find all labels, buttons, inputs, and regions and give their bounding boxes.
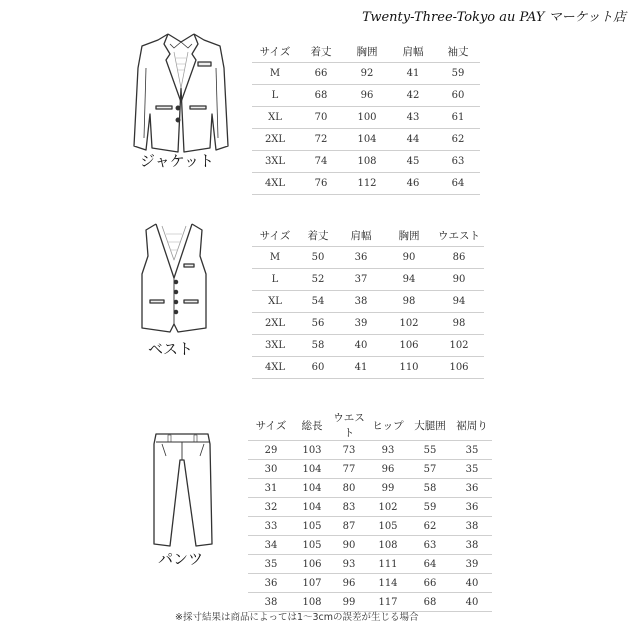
table-row [248,555,492,574]
measurement-cell: 111 [368,555,408,574]
size-cell: 30 [248,460,294,479]
measurement-cell: 98 [434,313,484,335]
pants-size-table [248,410,492,612]
measurement-cell: 73 [330,441,368,460]
measurement-cell: 105 [368,517,408,536]
measurement-cell: 68 [298,85,344,107]
measurement-cell: 40 [338,335,384,357]
measurement-cell: 38 [452,536,492,555]
measurement-cell: 35 [452,460,492,479]
size-cell: 4XL [252,357,298,379]
measurement-cell: 94 [384,269,434,291]
measurement-cell: 35 [452,441,492,460]
size-cell: L [252,85,298,107]
measurement-cell: 58 [298,335,338,357]
measurement-cell: 52 [298,269,338,291]
measurement-cell: 90 [434,269,484,291]
table-row [252,313,484,335]
table-row [248,536,492,555]
column-header: サイズ [252,40,298,63]
measurement-cell: 62 [436,129,480,151]
measurement-cell: 39 [452,555,492,574]
table-row [252,335,484,357]
column-header: 総長 [294,410,330,441]
column-header: ヒップ [368,410,408,441]
measurement-cell: 76 [298,173,344,195]
measurement-cell: 92 [344,63,390,85]
jacket-label: ジャケット [140,152,214,170]
measurement-cell: 86 [434,247,484,269]
column-header: 着丈 [298,224,338,247]
measurement-cell: 93 [330,555,368,574]
column-header: サイズ [248,410,294,441]
vest-size-table [252,224,484,379]
vest-icon [134,220,214,336]
measurement-cell: 108 [368,536,408,555]
measurement-cell: 63 [436,151,480,173]
measurement-cell: 59 [408,498,452,517]
measurement-cell: 59 [436,63,480,85]
measurement-cell: 56 [298,313,338,335]
measurement-cell: 41 [338,357,384,379]
table-row [252,357,484,379]
column-header: サイズ [252,224,298,247]
measurement-cell: 96 [330,574,368,593]
table-row [248,479,492,498]
table-row [252,173,480,195]
measurement-note: ※採寸結果は商品によっては1～3cmの誤差が生じる場合 [175,612,419,623]
measurement-cell: 106 [384,335,434,357]
measurement-cell: 58 [408,479,452,498]
measurement-cell: 117 [368,593,408,612]
size-cell: 2XL [252,129,298,151]
measurement-cell: 105 [294,517,330,536]
measurement-cell: 102 [368,498,408,517]
size-cell: 34 [248,536,294,555]
column-header: 胸囲 [344,40,390,63]
table-header-row [252,224,484,247]
table-row [252,269,484,291]
measurement-cell: 36 [338,247,384,269]
measurement-cell: 66 [408,574,452,593]
measurement-cell: 93 [368,441,408,460]
column-header: 袖丈 [436,40,480,63]
measurement-cell: 104 [294,479,330,498]
measurement-cell: 38 [452,517,492,536]
table-row [252,85,480,107]
pants-icon [148,430,218,548]
size-cell: 29 [248,441,294,460]
jacket-icon [128,28,234,154]
size-cell: XL [252,107,298,129]
jacket-size-table [252,40,480,195]
size-cell: 35 [248,555,294,574]
measurement-cell: 44 [390,129,436,151]
measurement-cell: 38 [338,291,384,313]
table-row [248,498,492,517]
column-header: 肩幅 [390,40,436,63]
size-cell: 32 [248,498,294,517]
measurement-cell: 40 [452,574,492,593]
measurement-cell: 108 [344,151,390,173]
size-cell: 3XL [252,151,298,173]
measurement-cell: 40 [452,593,492,612]
measurement-cell: 37 [338,269,384,291]
size-cell: M [252,247,298,269]
column-header: 大腿囲 [408,410,452,441]
measurement-cell: 103 [294,441,330,460]
shop-title: Twenty-Three-Tokyo au PAY マーケット店 [362,10,626,25]
measurement-cell: 98 [384,291,434,313]
table-row [248,574,492,593]
measurement-cell: 96 [368,460,408,479]
table-header-row [252,40,480,63]
measurement-cell: 94 [434,291,484,313]
measurement-cell: 45 [390,151,436,173]
measurement-cell: 74 [298,151,344,173]
measurement-cell: 60 [436,85,480,107]
measurement-cell: 83 [330,498,368,517]
measurement-cell: 90 [330,536,368,555]
column-header: 肩幅 [338,224,384,247]
measurement-cell: 50 [298,247,338,269]
measurement-cell: 112 [344,173,390,195]
table-row [252,247,484,269]
measurement-cell: 99 [368,479,408,498]
measurement-cell: 61 [436,107,480,129]
pants-label: パンツ [158,550,204,568]
table-row [252,151,480,173]
measurement-cell: 106 [294,555,330,574]
measurement-cell: 99 [330,593,368,612]
table-row [248,517,492,536]
table-header-row [248,410,492,441]
measurement-cell: 66 [298,63,344,85]
size-cell: 38 [248,593,294,612]
table-row [248,441,492,460]
measurement-cell: 39 [338,313,384,335]
measurement-cell: 102 [434,335,484,357]
table-row [252,63,480,85]
size-cell: 4XL [252,173,298,195]
measurement-cell: 57 [408,460,452,479]
measurement-cell: 36 [452,498,492,517]
measurement-cell: 62 [408,517,452,536]
size-cell: 33 [248,517,294,536]
size-cell: 31 [248,479,294,498]
measurement-cell: 100 [344,107,390,129]
measurement-cell: 60 [298,357,338,379]
size-cell: 3XL [252,335,298,357]
measurement-cell: 64 [408,555,452,574]
measurement-cell: 102 [384,313,434,335]
column-header: ウエスト [434,224,484,247]
table-row [252,129,480,151]
column-header: 胸囲 [384,224,434,247]
measurement-cell: 68 [408,593,452,612]
measurement-cell: 105 [294,536,330,555]
column-header: ウエスト [330,410,368,441]
vest-label: ベスト [148,340,194,358]
measurement-cell: 77 [330,460,368,479]
measurement-cell: 41 [390,63,436,85]
measurement-cell: 55 [408,441,452,460]
measurement-cell: 104 [344,129,390,151]
size-cell: M [252,63,298,85]
measurement-cell: 104 [294,498,330,517]
measurement-cell: 90 [384,247,434,269]
column-header: 裾周り [452,410,492,441]
measurement-cell: 106 [434,357,484,379]
measurement-cell: 110 [384,357,434,379]
size-cell: 36 [248,574,294,593]
measurement-cell: 42 [390,85,436,107]
measurement-cell: 72 [298,129,344,151]
measurement-cell: 43 [390,107,436,129]
measurement-cell: 107 [294,574,330,593]
measurement-cell: 87 [330,517,368,536]
measurement-cell: 108 [294,593,330,612]
measurement-cell: 70 [298,107,344,129]
measurement-cell: 80 [330,479,368,498]
measurement-cell: 96 [344,85,390,107]
measurement-cell: 64 [436,173,480,195]
size-cell: 2XL [252,313,298,335]
table-row [248,460,492,479]
measurement-cell: 104 [294,460,330,479]
size-cell: L [252,269,298,291]
measurement-cell: 63 [408,536,452,555]
column-header: 着丈 [298,40,344,63]
measurement-cell: 54 [298,291,338,313]
measurement-cell: 36 [452,479,492,498]
size-cell: XL [252,291,298,313]
table-row [252,291,484,313]
table-row [252,107,480,129]
measurement-cell: 46 [390,173,436,195]
measurement-cell: 114 [368,574,408,593]
